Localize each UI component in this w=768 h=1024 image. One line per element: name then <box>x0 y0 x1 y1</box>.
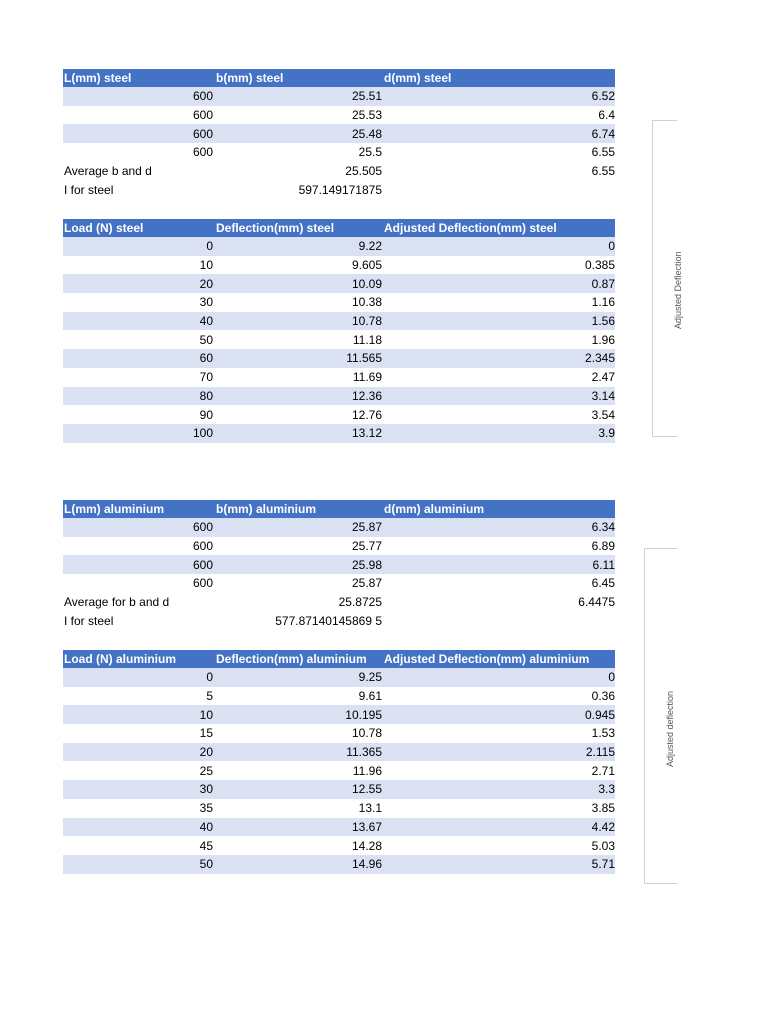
header-cell[interactable]: Adjusted Deflection(mm) aluminium <box>384 652 590 666</box>
aluminium-chart-object[interactable] <box>644 548 677 884</box>
cell[interactable]: 25.87 <box>351 520 382 535</box>
average-row <box>63 593 615 612</box>
header-cell[interactable]: Adjusted Deflection(mm) steel <box>384 221 557 235</box>
inertia-row <box>63 180 615 199</box>
cell[interactable]: 600 <box>192 145 213 160</box>
table-row <box>63 387 615 406</box>
table-row <box>63 518 615 537</box>
cell[interactable]: 10.38 <box>351 295 382 310</box>
average-label[interactable]: Average for b and d <box>64 595 170 610</box>
table-header-row <box>63 650 615 668</box>
header-cell[interactable]: b(mm) aluminium <box>216 502 317 516</box>
header-cell[interactable]: Deflection(mm) steel <box>216 221 335 235</box>
cell[interactable]: 80 <box>199 388 213 403</box>
steel-chart-object[interactable] <box>652 120 683 437</box>
table-row <box>63 818 615 837</box>
table-row <box>63 124 615 143</box>
cell[interactable]: 0 <box>608 239 615 254</box>
table-row <box>63 743 615 762</box>
header-cell[interactable]: L(mm) steel <box>64 71 132 85</box>
cell[interactable]: 50 <box>199 857 213 872</box>
cell[interactable]: 13.12 <box>351 426 382 441</box>
header-cell[interactable]: Deflection(mm) aluminium <box>216 652 367 666</box>
cell[interactable]: 1.16 <box>591 295 615 310</box>
cell[interactable]: 14.28 <box>351 838 382 853</box>
cell[interactable]: 25.53 <box>351 108 382 123</box>
table-row <box>63 855 615 874</box>
table-row <box>63 405 615 424</box>
cell[interactable]: 600 <box>192 539 213 554</box>
cell[interactable]: 0.36 <box>591 689 615 704</box>
cell[interactable]: 0 <box>206 239 213 254</box>
aluminium-dimensions-table <box>63 500 615 630</box>
cell[interactable]: 25 <box>199 763 213 778</box>
table-body <box>63 237 615 443</box>
cell[interactable]: 600 <box>192 520 213 535</box>
cell[interactable]: 13.1 <box>358 801 382 816</box>
cell[interactable]: 6.52 <box>591 89 615 104</box>
cell[interactable]: 90 <box>199 407 213 422</box>
inertia-label[interactable]: I for steel <box>64 182 114 197</box>
cell[interactable]: 3.85 <box>591 801 615 816</box>
table-row <box>63 724 615 743</box>
cell[interactable]: 35 <box>199 801 213 816</box>
average-row <box>63 162 615 181</box>
table-body <box>63 668 615 874</box>
table-header-row <box>63 69 615 87</box>
cell[interactable]: 10 <box>199 707 213 722</box>
header-cell[interactable]: d(mm) aluminium <box>384 502 485 516</box>
table-row <box>63 555 615 574</box>
cell[interactable]: 25.5 <box>358 145 382 160</box>
cell[interactable]: 11.18 <box>352 332 382 347</box>
cell[interactable]: 10 <box>199 258 213 273</box>
cell[interactable]: 25.87 <box>351 576 382 591</box>
table-row <box>63 330 615 349</box>
table-row <box>63 274 615 293</box>
cell[interactable]: 6.89 <box>591 539 615 554</box>
cell[interactable]: 9.25 <box>358 670 382 685</box>
inertia-row <box>63 611 615 630</box>
table-row <box>63 424 615 443</box>
cell[interactable]: 70 <box>199 370 213 385</box>
table-row <box>63 312 615 331</box>
table-row <box>63 780 615 799</box>
cell[interactable]: 10.78 <box>351 314 382 329</box>
cell[interactable]: 0.87 <box>591 276 615 291</box>
cell[interactable]: 25.48 <box>351 126 382 141</box>
table-row <box>63 761 615 780</box>
cell[interactable]: 25.77 <box>351 539 382 554</box>
cell[interactable]: 5.71 <box>591 857 615 872</box>
cell[interactable]: 600 <box>192 126 213 141</box>
cell[interactable]: 2.47 <box>591 370 615 385</box>
cell[interactable]: 1.96 <box>591 332 615 347</box>
cell[interactable]: 600 <box>192 89 213 104</box>
cell[interactable]: 30 <box>199 782 213 797</box>
cell[interactable]: 40 <box>199 819 213 834</box>
cell[interactable]: 14.96 <box>351 857 382 872</box>
table-row <box>63 349 615 368</box>
cell[interactable]: 45 <box>199 838 213 853</box>
cell[interactable]: 100 <box>192 426 213 441</box>
cell[interactable]: 15 <box>199 726 213 741</box>
cell[interactable]: 2.71 <box>591 763 615 778</box>
cell[interactable]: 9.605 <box>351 258 382 273</box>
header-cell[interactable]: Load (N) steel <box>64 221 144 235</box>
cell[interactable]: 11.96 <box>352 763 382 778</box>
cell[interactable]: 6.74 <box>591 126 615 141</box>
cell[interactable]: 6.11 <box>592 557 615 572</box>
average-b-cell[interactable]: 25.8725 <box>338 595 382 610</box>
cell[interactable]: 1.53 <box>591 726 615 741</box>
table-row <box>63 106 615 125</box>
inertia-label[interactable]: I for steel <box>64 613 114 628</box>
cell[interactable]: 11.69 <box>352 370 382 385</box>
cell[interactable]: 3.9 <box>598 426 615 441</box>
cell[interactable]: 10.78 <box>351 726 382 741</box>
cell[interactable]: 13.67 <box>351 819 382 834</box>
table-row <box>63 143 615 162</box>
cell[interactable]: 600 <box>192 576 213 591</box>
cell[interactable]: 9.61 <box>358 689 382 704</box>
cell[interactable]: 6.34 <box>591 520 615 535</box>
average-label[interactable]: Average b and d <box>64 164 152 179</box>
table-row <box>63 799 615 818</box>
cell[interactable]: 0.945 <box>584 707 615 722</box>
inertia-value-cell[interactable]: 597.149171875 <box>298 182 382 197</box>
chart-axis-label: Adjusted Deflection <box>673 251 683 329</box>
cell[interactable]: 9.22 <box>358 239 382 254</box>
cell[interactable]: 6.45 <box>591 576 615 591</box>
inertia-value-cell[interactable]: 577.87140145869 5 <box>275 613 382 628</box>
average-d-cell[interactable]: 6.4475 <box>578 595 615 610</box>
average-d-cell[interactable]: 6.55 <box>591 164 615 179</box>
cell[interactable]: 12.76 <box>351 407 382 422</box>
average-b-cell[interactable]: 25.505 <box>345 164 382 179</box>
table-row <box>63 687 615 706</box>
cell[interactable]: 1.56 <box>591 314 615 329</box>
table-row <box>63 368 615 387</box>
steel-load-table <box>63 219 615 443</box>
table-row <box>63 537 615 556</box>
cell[interactable]: 4.42 <box>591 819 615 834</box>
steel-dimensions-table <box>63 69 615 199</box>
cell[interactable]: 5.03 <box>591 838 615 853</box>
cell[interactable]: 2.345 <box>584 351 615 366</box>
chart-axis-label: Adjusted deflection <box>665 690 675 767</box>
table-header-row <box>63 500 615 518</box>
cell[interactable]: 10.09 <box>351 276 382 291</box>
cell[interactable]: 3.54 <box>591 407 615 422</box>
table-row <box>63 237 615 256</box>
cell[interactable]: 6.4 <box>598 108 615 123</box>
cell[interactable]: 50 <box>199 332 213 347</box>
header-cell[interactable]: d(mm) steel <box>384 71 452 85</box>
table-row <box>63 705 615 724</box>
table-row <box>63 256 615 275</box>
cell[interactable]: 0 <box>608 670 615 685</box>
cell[interactable]: 0.385 <box>584 258 615 273</box>
cell[interactable]: 3.14 <box>591 388 615 403</box>
table-header-row <box>63 219 615 237</box>
cell[interactable]: 5 <box>206 689 213 704</box>
table-row <box>63 293 615 312</box>
cell[interactable]: 30 <box>199 295 213 310</box>
cell[interactable]: 10.195 <box>345 707 382 722</box>
cell[interactable]: 20 <box>199 276 213 291</box>
header-cell[interactable]: Load (N) aluminium <box>64 652 176 666</box>
cell[interactable]: 12.36 <box>351 388 382 403</box>
cell[interactable]: 20 <box>199 745 213 760</box>
cell[interactable]: 25.51 <box>351 89 382 104</box>
table-row <box>63 668 615 687</box>
aluminium-load-table <box>63 650 615 874</box>
cell[interactable]: 600 <box>192 557 213 572</box>
cell[interactable]: 3.3 <box>598 782 615 797</box>
table-row <box>63 836 615 855</box>
cell[interactable]: 11.565 <box>346 351 382 366</box>
header-cell[interactable]: b(mm) steel <box>216 71 284 85</box>
header-cell[interactable]: L(mm) aluminium <box>64 502 165 516</box>
cell[interactable]: 25.98 <box>351 557 382 572</box>
cell[interactable]: 60 <box>199 351 213 366</box>
table-row <box>63 574 615 593</box>
table-row <box>63 87 615 106</box>
cell[interactable]: 11.365 <box>346 745 382 760</box>
cell[interactable]: 2.115 <box>585 745 615 760</box>
cell[interactable]: 6.55 <box>591 145 615 160</box>
cell[interactable]: 0 <box>206 670 213 685</box>
cell[interactable]: 12.55 <box>351 782 382 797</box>
cell[interactable]: 40 <box>199 314 213 329</box>
cell[interactable]: 600 <box>192 108 213 123</box>
